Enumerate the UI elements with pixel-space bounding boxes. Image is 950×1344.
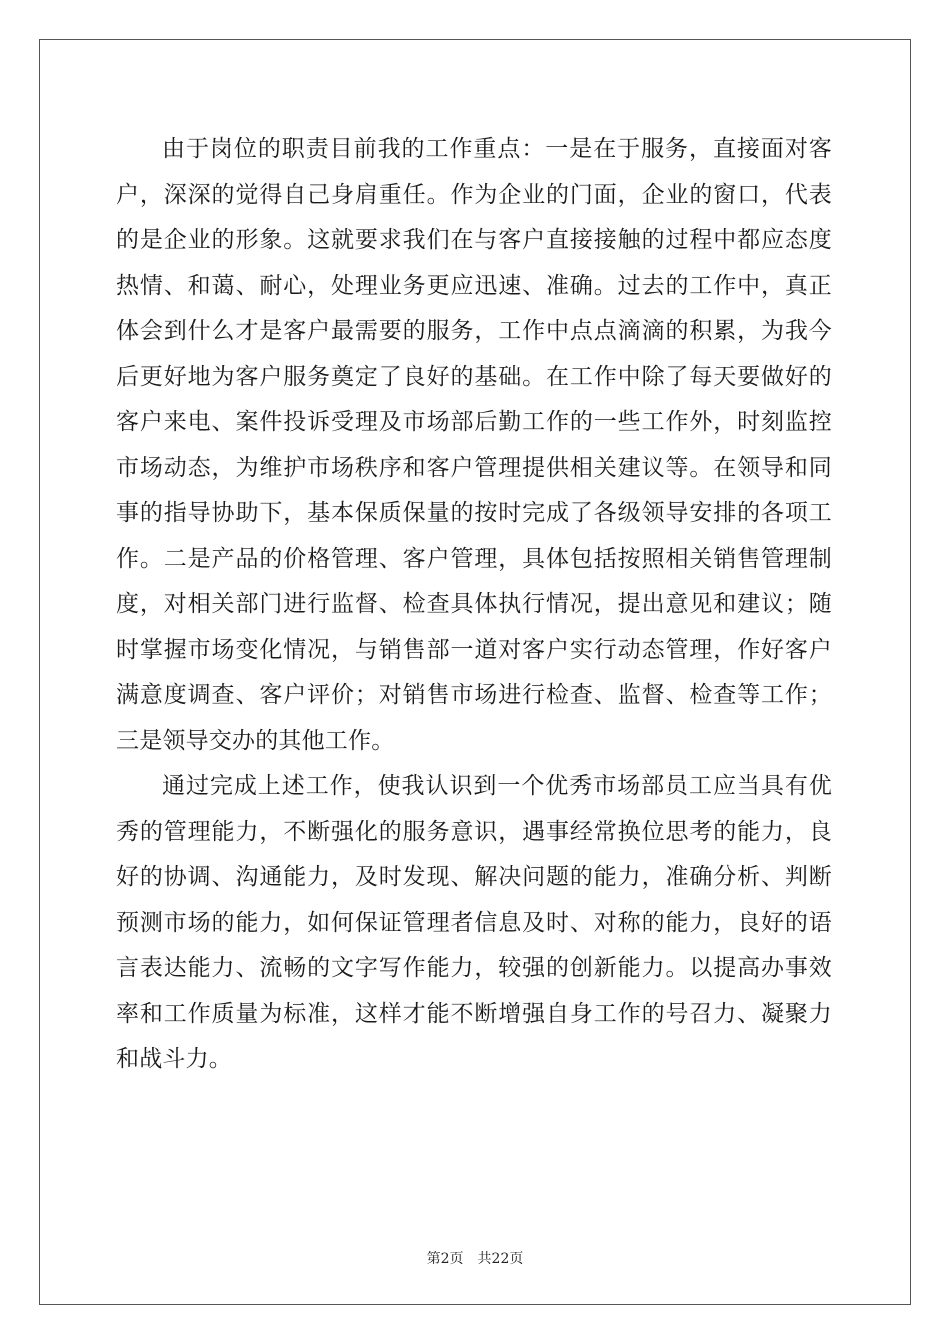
total-pages: 共22页 (477, 1251, 524, 1267)
page-footer (0, 1248, 950, 1268)
paragraph: 通过完成上述工作，使我认识到一个优秀市场部员工应当具有优秀的管理能力，不断强化的服务意识，遇事经常换位思考的能力，良好的协调、沟通能力，及时发现、解决问题的能力，准确分析、判断预测市场的能力，如何保证管理者信息及时、对称的能力，良好的语言表达能力、流畅的文字写作能力，较强的创新能力。以提高办事效率和工作质量为标准，这样才能不断增强自身工作的号召力、凝聚力和战斗力。 (116, 773, 832, 1072)
paragraph: 由于岗位的职责目前我的工作重点：一是在于服务，直接面对客户，深深的觉得自己身肩重任。作为企业的门面，企业的窗口，代表的是企业的形象。这就要求我们在与客户直接接触的过程中都应态度热情、和蔼、耐心，处理业务更应迅速、准确。过去的工作中，真正体会到什么才是客户最需要的服务，工作中点点滴滴的积累，为我今后更好地为客户服务奠定了良好的基础。在工作中除了每天要做好的客户来电、案件投诉受理及市场部后勤工作的一些工作外，时刻监控市场动态，为维护市场秩序和客户管理提供相关建议等。在领导和同事的指导协助下，基本保质保量的按时完成了各级领导安排的各项工作。二是产品的价格管理、客户管理，具体包括按照相关销售管理制度，对相关部门进行监督、检查具体执行情况，提出意见和建议；随时掌握市场变化情况，与销售部一道对客户实行动态管理，作好客户满意度调查、客户评价；对销售市场进行检查、监督、检查等工作；三是领导交办的其他工作。 (116, 136, 832, 754)
document-body (116, 127, 832, 1083)
current-page-number: 第2页 (426, 1251, 464, 1267)
